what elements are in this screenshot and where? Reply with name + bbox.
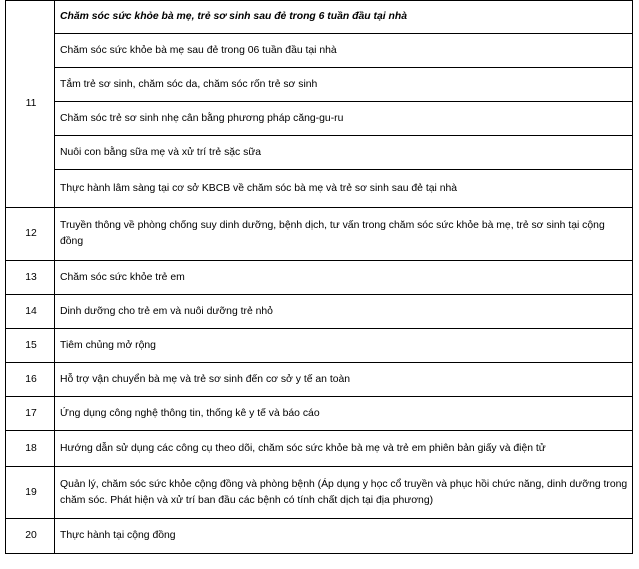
table-row <box>6 68 633 102</box>
row-number: 12 <box>6 208 55 261</box>
sub-item: Nuôi con bằng sữa mẹ và xử trí trẻ sặc sữa <box>55 136 633 170</box>
table-row <box>6 261 633 295</box>
row-text: Thực hành tại cộng đồng <box>55 519 633 554</box>
row-text: Ứng dụng công nghệ thông tin, thống kê y tế và báo cáo <box>55 397 633 431</box>
row-number: 19 <box>6 467 55 519</box>
row-number: 18 <box>6 431 55 467</box>
row-text: Truyền thông về phòng chống suy dinh dưỡng, bệnh dịch, tư vấn trong chăm sóc sức khỏe bà mẹ, trẻ sơ sinh tại cộng đồng <box>55 208 633 261</box>
table-row <box>6 295 633 329</box>
table-row <box>6 431 633 467</box>
row-number: 11 <box>6 1 55 208</box>
row-number: 14 <box>6 295 55 329</box>
row-number: 13 <box>6 261 55 295</box>
table-row <box>6 102 633 136</box>
section-heading: Chăm sóc sức khỏe bà mẹ, trẻ sơ sinh sau đẻ trong 6 tuần đầu tại nhà <box>55 1 633 34</box>
row-text: Chăm sóc sức khỏe trẻ em <box>55 261 633 295</box>
row-text: Hướng dẫn sử dụng các công cụ theo dõi, chăm sóc sức khỏe bà mẹ và trẻ em phiên bản giấy và điện tử <box>55 431 633 467</box>
row-text: Quản lý, chăm sóc sức khỏe cộng đồng và phòng bệnh (Áp dụng y học cổ truyền và phục hồi chức năng, dinh dưỡng trong chăm sóc. Phát hiện và xử trí ban đầu các bệnh có tính chất dịch tại địa phương) <box>55 467 633 519</box>
table-row <box>6 397 633 431</box>
sub-item: Chăm sóc sức khỏe bà mẹ sau đẻ trong 06 tuần đầu tại nhà <box>55 34 633 68</box>
row-number: 15 <box>6 329 55 363</box>
table-row <box>6 136 633 170</box>
table-row <box>6 170 633 208</box>
curriculum-table <box>5 0 633 554</box>
row-text: Hỗ trợ vận chuyển bà mẹ và trẻ sơ sinh đến cơ sở y tế an toàn <box>55 363 633 397</box>
row-number: 16 <box>6 363 55 397</box>
table-row <box>6 329 633 363</box>
table-row <box>6 208 633 261</box>
table-row <box>6 34 633 68</box>
table-row <box>6 363 633 397</box>
row-text: Dinh dưỡng cho trẻ em và nuôi dưỡng trẻ nhỏ <box>55 295 633 329</box>
table-row <box>6 519 633 554</box>
table-row <box>6 467 633 519</box>
sub-item: Chăm sóc trẻ sơ sinh nhẹ cân bằng phương pháp căng-gu-ru <box>55 102 633 136</box>
row-text: Tiêm chủng mở rộng <box>55 329 633 363</box>
row-number: 17 <box>6 397 55 431</box>
sub-item: Tắm trẻ sơ sinh, chăm sóc da, chăm sóc rốn trẻ sơ sinh <box>55 68 633 102</box>
sub-item: Thực hành lâm sàng tại cơ sở KBCB về chăm sóc bà mẹ và trẻ sơ sinh sau đẻ tại nhà <box>55 170 633 208</box>
row-number: 20 <box>6 519 55 554</box>
table-row <box>6 1 633 34</box>
